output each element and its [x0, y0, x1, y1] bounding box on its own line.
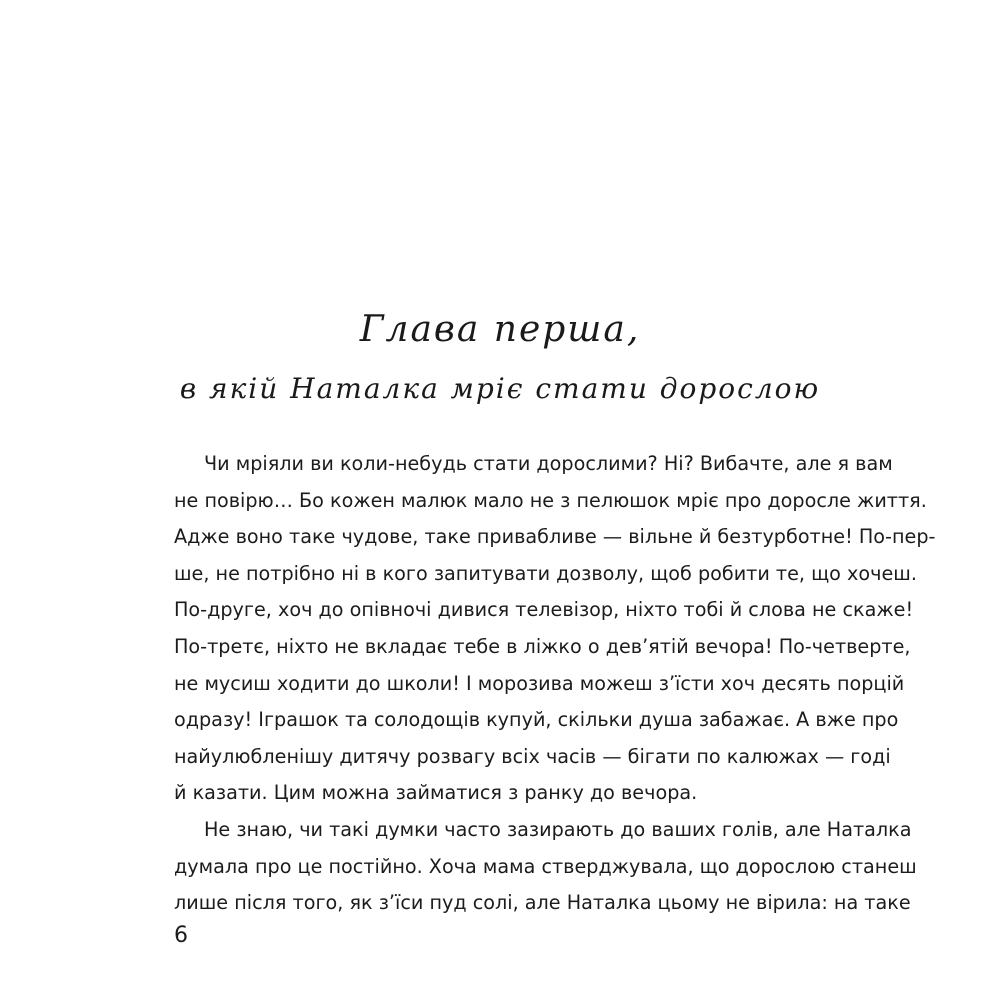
- text-line: думала про це постійно. Хоча мама стверджувала, що дорослою станеш: [174, 854, 917, 878]
- text-line: Не знаю, чи такі думки часто зазирають до ваших голів, але Наталка: [204, 817, 912, 841]
- text-line: лише після того, як з’їси пуд солі, але Наталка цьому не вірила: на таке: [174, 891, 911, 915]
- text-line: По-друге, хоч до опівночі дивися телевізор, ніхто тобі й слова не скаже!: [174, 598, 914, 622]
- text-line: одразу! Іграшок та солодощів купуй, скільки душа забажає. А вже про: [174, 708, 899, 732]
- text-line: Адже воно таке чудове, таке привабливе — вільне й безтурботне! По-пер-: [174, 525, 936, 549]
- text-line: Чи мріяли ви коли-небудь стати дорослими? Ні? Вибачте, але я вам: [204, 452, 893, 475]
- text-line: По-третє, ніхто не вкладає тебе в ліжко о дев’ятій вечора! По-четверте,: [174, 634, 911, 658]
- chapter-title: Глава перша,: [359, 309, 641, 350]
- text-line: найулюбленішу дитячу розвагу всіх часів — бігати по калюжах — годі: [174, 744, 891, 768]
- text-line: й казати. Цим можна займатися з ранку до вечора.: [174, 781, 698, 805]
- text-line: не повірю… Бо кожен малюк мало не з пелюшок мріє про доросле життя.: [174, 488, 927, 512]
- page-number: 6: [174, 923, 188, 948]
- text-line: ше, не потрібно ні в кого запитувати дозволу, щоб робити те, що хочеш.: [174, 561, 917, 585]
- text-line: не мусиш ходити до школи! І морозива можеш з’їсти хоч десять порцій: [174, 671, 905, 695]
- body-text: [174, 446, 936, 922]
- chapter-subtitle: в якій Наталка мріє стати дорослою: [179, 372, 821, 405]
